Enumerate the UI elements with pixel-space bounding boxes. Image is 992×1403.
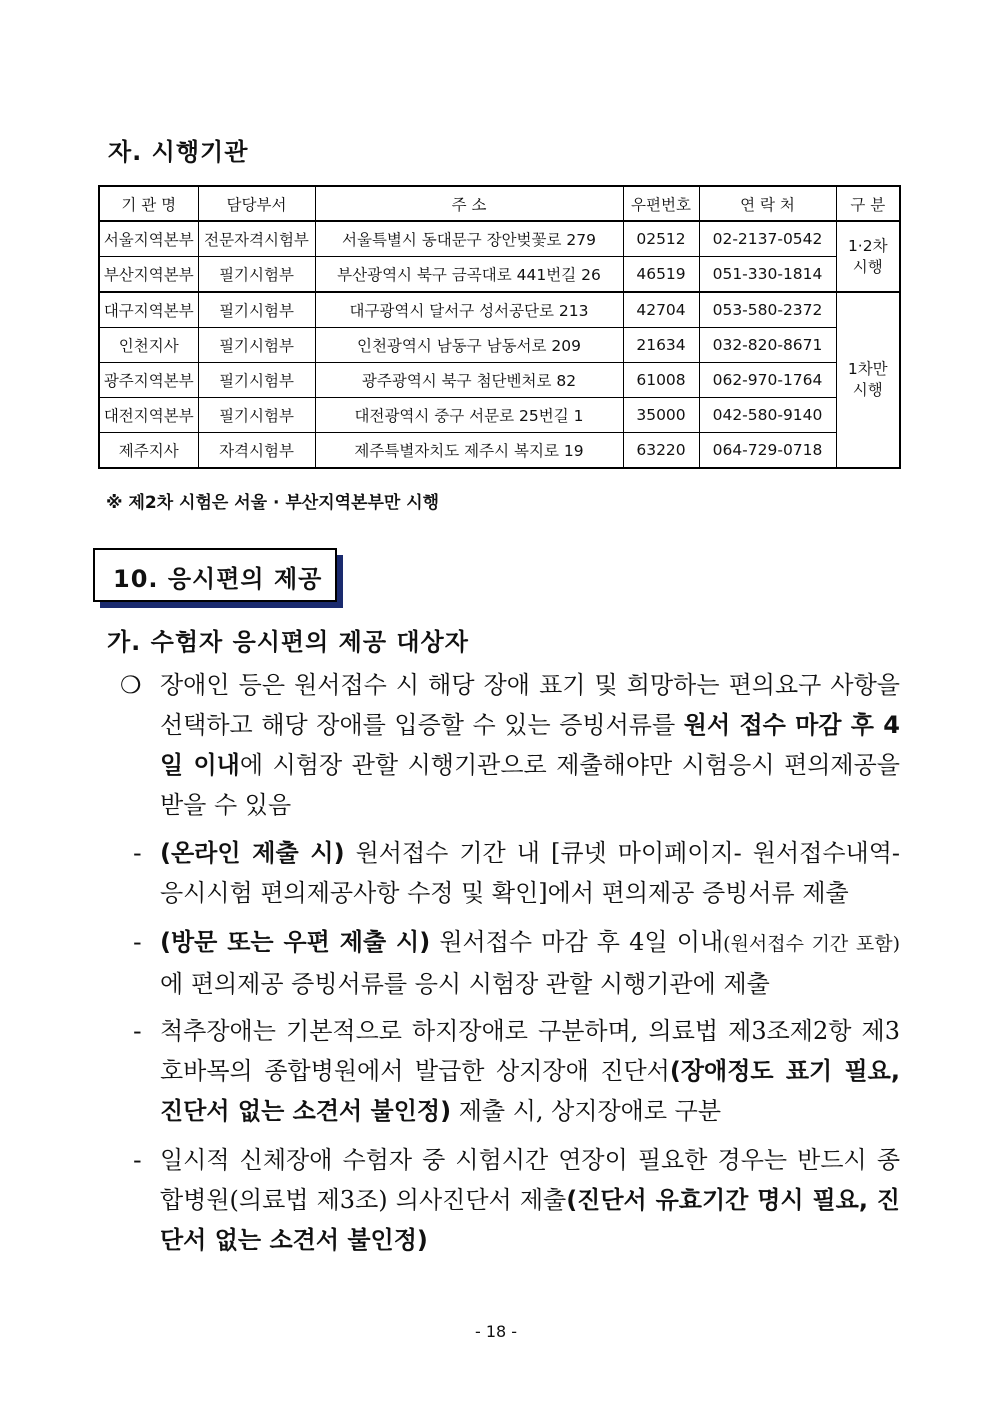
page-number: - 18 - [474, 1322, 518, 1341]
dash-marker: - [133, 1146, 142, 1174]
zip-cell: 02512 [623, 221, 699, 257]
group-label-line2: 시행 [852, 381, 883, 399]
phone-cell: 032-820-8671 [699, 328, 836, 363]
paragraph-text: 척추장애는 기본적으로 하지장애로 구분하며, 의료법 제3조제2항 제3호바목의 종합병원에서 발급한 상지장애 진단서 [160, 1017, 900, 1085]
phone-cell: 051-330-1814 [699, 257, 836, 293]
group-label-line1: 1차만 [847, 360, 888, 378]
paragraph-visit [160, 922, 900, 1004]
column-header: 주 소 [315, 186, 623, 221]
phone-cell: 053-580-2372 [699, 292, 836, 328]
group-label-line2: 시행 [852, 257, 883, 276]
emphasis-text: 원서 접수 마감 후 4일 이내 [160, 711, 900, 779]
address-cell: 대전광역시 중구 서문로 25번길 1 [315, 398, 623, 433]
paragraph-spinal [160, 1011, 900, 1131]
zip-cell: 42704 [623, 292, 699, 328]
address-cell: 부산광역시 북구 금곡대로 441번길 26 [315, 257, 623, 293]
dept-cell: 전문자격시험부 [198, 221, 315, 257]
section-title: 자. 시행기관 [108, 138, 249, 166]
section-heading-box [93, 548, 337, 602]
zip-cell: 61008 [623, 363, 699, 398]
address-cell: 광주광역시 북구 첨단벤처로 82 [315, 363, 623, 398]
circle-bullet-icon: ❍ [120, 671, 142, 699]
zip-cell: 63220 [623, 433, 699, 469]
table-row [99, 328, 900, 363]
dept-cell: 필기시험부 [198, 328, 315, 363]
address-cell: 서울특별시 동대문구 장안벚꽃로 279 [315, 221, 623, 257]
group-label-line1: 1·2차 [847, 236, 888, 255]
table-note: ※ 제2차 시험은 서울 · 부산지역본부만 시행 [106, 493, 440, 513]
phone-cell: 064-729-0718 [699, 433, 836, 469]
paragraph-online [160, 833, 900, 913]
address-cell: 대구광역시 달서구 성서공단로 213 [315, 292, 623, 328]
dash-marker: - [133, 839, 142, 867]
phone-cell: 042-580-9140 [699, 398, 836, 433]
group-cell [836, 221, 900, 292]
table-row [99, 433, 900, 469]
dash-marker: - [133, 928, 142, 956]
emphasis-text: (온라인 제출 시) [160, 839, 345, 867]
emphasis-text: (진단서 유효기간 명시 필요, 진단서 없는 소견서 불인정) [160, 1186, 900, 1254]
table-row [99, 292, 900, 328]
institution-table [98, 185, 901, 469]
table-row [99, 398, 900, 433]
column-header: 우편번호 [623, 186, 699, 221]
table-row [99, 363, 900, 398]
emphasis-text: (방문 또는 우편 제출 시) [160, 928, 431, 956]
paragraph-text: 원서접수 마감 후 4일 이내 [430, 928, 724, 956]
dept-cell: 필기시험부 [198, 257, 315, 293]
org-name-cell: 서울지역본부 [99, 221, 198, 257]
dept-cell: 자격시험부 [198, 433, 315, 469]
paragraph-text: 원서접수 기간 내 [큐넷 마이페이지- 원서접수내역- 응시시험 편의제공사항 수정 및 확인]에서 편의제공 증빙서류 제출 [160, 839, 900, 907]
paragraph-text: 에 시험장 관할 시행기관으로 제출해야만 시험응시 편의제공을 받을 수 있음 [160, 751, 900, 819]
column-header: 연 락 처 [699, 186, 836, 221]
column-header: 담당부서 [198, 186, 315, 221]
paragraph-main [160, 665, 900, 825]
dept-cell: 필기시험부 [198, 398, 315, 433]
zip-cell: 46519 [623, 257, 699, 293]
paragraph-text: 일시적 신체장애 수험자 중 시험시간 연장이 필요한 경우는 반드시 종합병원(의료법 제3조) 의사진단서 제출 [160, 1146, 900, 1214]
dash-marker: - [133, 1017, 142, 1045]
section-heading: 10. 응시편의 제공 [113, 565, 323, 593]
org-name-cell: 부산지역본부 [99, 257, 198, 293]
subheading: 가. 수험자 응시편의 제공 대상자 [107, 628, 469, 656]
dept-cell: 필기시험부 [198, 292, 315, 328]
org-name-cell: 인천지사 [99, 328, 198, 363]
column-header: 구 분 [836, 186, 900, 221]
paragraph-text: 장애인 등은 원서접수 시 해당 장애 표기 및 희망하는 편의요구 사항을 선택하고 해당 장애를 입증할 수 있는 증빙서류를 [160, 671, 900, 739]
address-cell: 인천광역시 남동구 남동서로 209 [315, 328, 623, 363]
group-cell [836, 292, 900, 468]
address-cell: 제주특별자치도 제주시 복지로 19 [315, 433, 623, 469]
paragraph-text: 제출 시, 상지장애로 구분 [451, 1097, 722, 1125]
zip-cell: 21634 [623, 328, 699, 363]
paragraph-note-text: (원서접수 기간 포함) [723, 933, 900, 955]
org-name-cell: 광주지역본부 [99, 363, 198, 398]
org-name-cell: 대구지역본부 [99, 292, 198, 328]
table-row [99, 221, 900, 257]
box-shadow-right [337, 555, 343, 608]
org-name-cell: 제주지사 [99, 433, 198, 469]
table-row [99, 257, 900, 293]
paragraph-text: 에 편의제공 증빙서류를 응시 시험장 관할 시행기관에 제출 [160, 970, 770, 998]
paragraph-temporary [160, 1140, 900, 1260]
org-name-cell: 대전지역본부 [99, 398, 198, 433]
phone-cell: 02-2137-0542 [699, 221, 836, 257]
phone-cell: 062-970-1764 [699, 363, 836, 398]
column-header: 기 관 명 [99, 186, 198, 221]
emphasis-text: (장애정도 표기 필요, 진단서 없는 소견서 불인정) [160, 1057, 900, 1125]
box-shadow-bottom [100, 602, 343, 608]
zip-cell: 35000 [623, 398, 699, 433]
table-header-row [99, 186, 900, 221]
dept-cell: 필기시험부 [198, 363, 315, 398]
